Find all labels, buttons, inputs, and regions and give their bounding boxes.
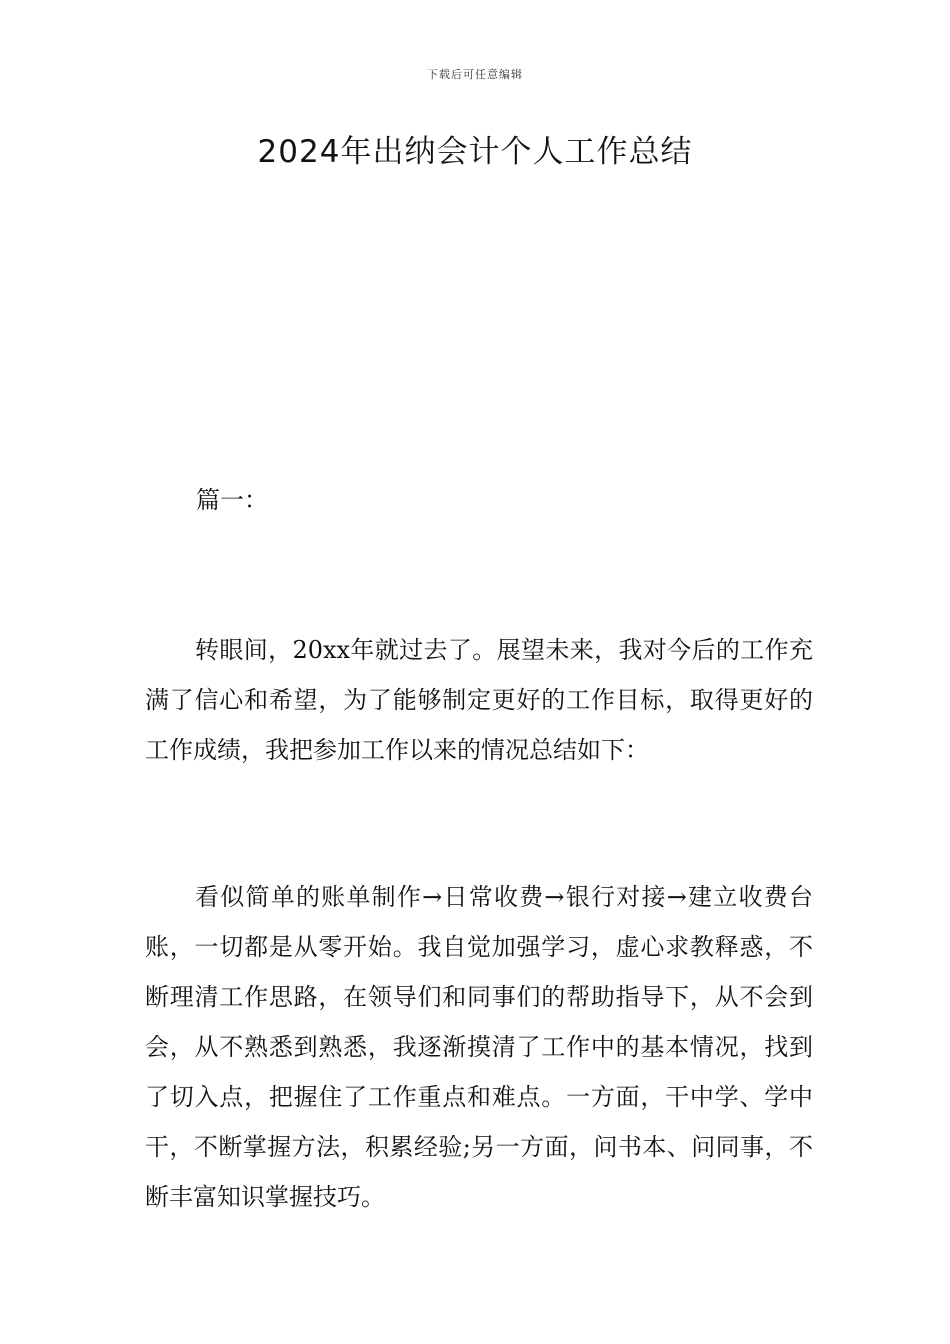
body-paragraph-1: 转眼间，20xx年就过去了。展望未来，我对今后的工作充满了信心和希望，为了能够制定更好的工作目标，取得更好的工作成绩，我把参加工作以来的情况总结如下：	[145, 636, 813, 764]
header-note: 下载后可任意编辑	[427, 68, 523, 81]
body-paragraph-2: 看似简单的账单制作→日常收费→银行对接→建立收费台账，一切都是从零开始。我自觉加强学习，虚心求教释惑，不断理清工作思路，在领导们和同事们的帮助指导下，从不会到会，从不熟悉到熟悉，我逐渐摸清了工作中的基本情况，找到了切入点，把握住了工作重点和难点。一方面，干中学、学中干，不断掌握方法，积累经验;另一方面，问书本、问同事，不断丰富知识掌握技巧。	[145, 883, 813, 1211]
section-heading: 篇一：	[196, 486, 268, 514]
document-title: 2024年出纳会计个人工作总结	[257, 134, 693, 170]
